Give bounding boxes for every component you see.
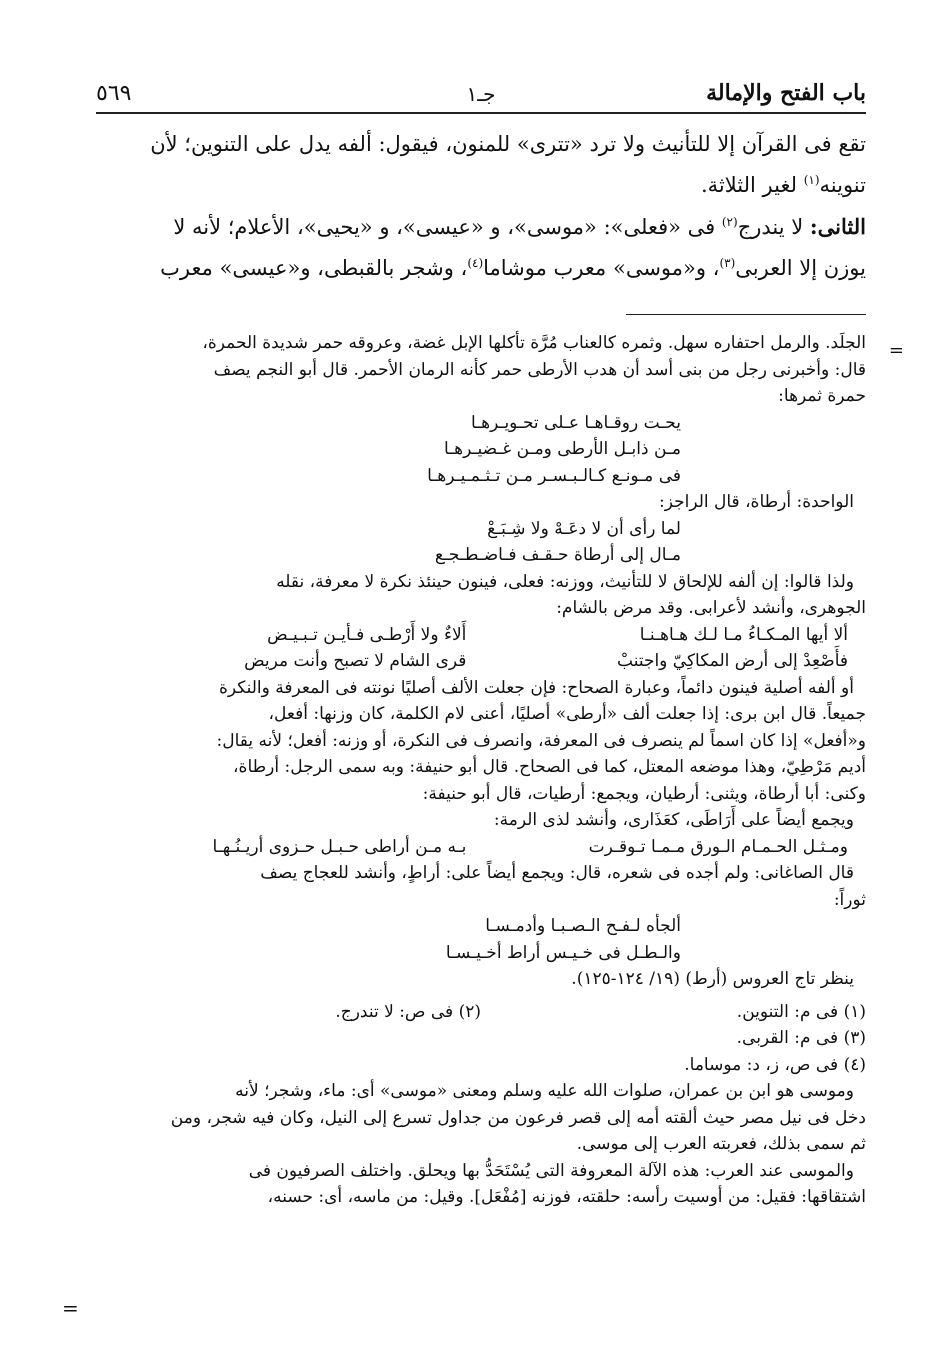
note-line: ولذا قالوا: إن ألفه للإلحاق لا للتأنيث، ووزنه: فعلى، فينون حينئذ نكرة لا معرفة، نقله [276, 571, 854, 592]
main-line: يوزن إلا العربى$^{(٣)}$، و«موسى» معرب موشاما$^{(٤)}$، وشجر بالقبطى، و«عيسى» معرب [160, 256, 866, 280]
verse-line: لما رأى أن لا دعَـهْ ولا شِـبَـعْ [487, 518, 681, 539]
continuation-mark: = [888, 340, 904, 361]
verse-line: ألجأه لـفـح الـصـبـا وأدمـسـا [485, 916, 681, 936]
footnote-ref: (٢) [721, 215, 738, 229]
verse-line: يحـت روقـاهـا عـلى تحـويـرهـا [470, 412, 681, 433]
continuation-mark: = [62, 1296, 79, 1320]
hemistich: فأَصْعِدْ إلى أرض المكاكِيّ واجتنبْ [617, 651, 848, 671]
hemistich: قرى الشام لا تصبح وأنت مريض [244, 651, 467, 671]
couplet [96, 648, 866, 675]
apparatus-entry: (٤) فى ص، ز، د: موساما. [684, 1054, 866, 1075]
apparatus-entry: (٣) فى م: القربى. [736, 1028, 866, 1048]
book-page [62, 60, 904, 1350]
note-line: اشتقاقها: فقيل: من أوسيت رأسه: حلقته، فوزنه [مُفْعَل]. وقيل: من ماسه، أى: حسنه، [267, 1187, 866, 1207]
couplet [96, 834, 866, 861]
note-line: وكنى: أبا أرطاة، ويثنى: أرطيان، ويجمع: أرطيات، قال أبو حنيفة: [422, 783, 866, 804]
note-line: ثم سمى بذلك، فعربته العرب إلى موسى. [576, 1134, 866, 1154]
note-line: قال الصاغانى: ولم أجده فى شعره، قال: ويجمع أيضاً على: أراطٍ، وأنشد للعجاج يصف [260, 863, 854, 883]
apparatus [96, 999, 866, 1079]
footnotes [96, 330, 904, 1211]
note-line: أديم مَرْطِيّ، وهذا موضعه المعتل، كما فى الصحاح. قال أبو حنيفة: وبه سمى الرجل: أرطاة، [233, 757, 866, 777]
note-line: دخل فى نيل مصر حيث ألقته أمه إلى قصر فرعون من جداول تسرع إلى النيل، وكان فيه شجر، ومن [170, 1107, 866, 1128]
apparatus-entry: (١) فى م: التنوين. [736, 1001, 866, 1022]
hemistich: بـه مـن أراطى حـبـل حـزوى أريـنُـهـا [212, 836, 467, 857]
note-line: حمرة ثمرها: [778, 386, 866, 406]
note-line: جميعاً. قال ابن برى: إذا جعلت ألف «أرطى» أصليًا، أعنى لام الكلمة، كان وزنها: أفعل، [268, 704, 866, 724]
footnote-separator [626, 314, 866, 315]
note-line: أو ألفه أصلية فينون دائماً، وعبارة الصحاح: فإن جعلت الألف أصليًا نونته فى المعرفة والنكرة [218, 677, 854, 698]
page-number: ٥٦٩ [96, 81, 132, 106]
note-line: الجوهرى، وأنشد لأعرابى. وقد مرض بالشام: [556, 598, 866, 618]
hemistich: أَلاءٌ ولا أَرْطـى فـأيـن تـبـيـض [267, 624, 467, 645]
chapter-title: باب الفتح والإمالة [706, 80, 866, 106]
hemistich: ومـثـل الحـمـام الـورق مـمـا تـوقـرت [588, 836, 848, 857]
verse-line: مـال إلى أرطاة حـقـف فـاضـطـجـع [434, 545, 681, 565]
note-line: وموسى هو ابن بن عمران، صلوات الله عليه وسلم ومعنى «موسى» أى: ماء، وشجر؛ لأنه [235, 1081, 854, 1101]
section-lead: الثانى: [809, 214, 866, 239]
note-line: ثوراً: [833, 889, 866, 910]
note-line: و«أفعل» إذا كان اسماً لم ينصرف فى المعرفة، وانصرف فى النكرة، أو وزنه: أفعل؛ لأنه يقال: [216, 730, 866, 751]
main-text [96, 124, 866, 289]
verse-line: والـطـل فى خـيـس أراط أخـيـسـا [445, 942, 681, 963]
footnote-ref: (١) [803, 173, 820, 187]
note-line: ينظر تاج العروس (أرط) (١٩/ ١٢٤-١٢٥). [571, 969, 854, 989]
note-line: الجلَد. والرمل احتفاره سهل. وثمره كالعناب مُرَّة تأكلها الإبل غضة، وعروقه حمر شديدة الحمرة، [202, 333, 866, 353]
footnote-ref: (٣) [719, 256, 736, 270]
note-line: ويجمع أيضاً على أَرَاطَى، كعَذَارى، وأنشد لذى الرمة: [493, 810, 854, 830]
hemistich: ألا أيها المـكـاءُ مـا لـك هـاهـنـا [639, 624, 848, 645]
note-line: والموسى عند العرب: هذه الآلة المعروفة التى يُسْتَحَدُّ بها ويحلق. واختلف الصرفيون فى [248, 1160, 854, 1181]
apparatus-row [96, 1025, 866, 1052]
note-line: الواحدة: أرطاة، قال الراجز: [658, 492, 854, 512]
footnote-ref: (٤) [467, 256, 484, 270]
note-line: قال: وأخبرنى رجل من بنى أسد أن هدب الأرطى حمر كأنه الرمان الأحمر. قال أبو النجم يصف [213, 359, 866, 380]
verse-line: فى مـونـع كـالـبـسـر مـن تـثـمـيـرهـا [427, 465, 681, 486]
main-line: تقع فى القرآن إلا للتأنيث ولا ترد «تترى» للمنون، فيقول: ألفه يدل على التنوين؛ لأن [150, 132, 866, 156]
verse-line: مـن ذابـل الأرطى ومـن غـضيـرهـا [444, 439, 681, 459]
main-line: تنوينه$^{(١)}$ لغير الثلاثة. [701, 173, 866, 197]
apparatus-row [96, 999, 866, 1026]
main-line: الثانى: لا يندرج$^{(٢)}$ فى «فعلى»: «موسى»، و «عيسى»، و «يحيى»، الأعلام؛ لأنه لا [173, 214, 866, 239]
apparatus-row [96, 1052, 866, 1079]
page-header [96, 66, 866, 114]
apparatus-entry: (٢) فى ص: لا تندرج. [335, 1001, 481, 1022]
couplet [96, 622, 866, 649]
volume-label: جـ۱ [466, 82, 496, 106]
